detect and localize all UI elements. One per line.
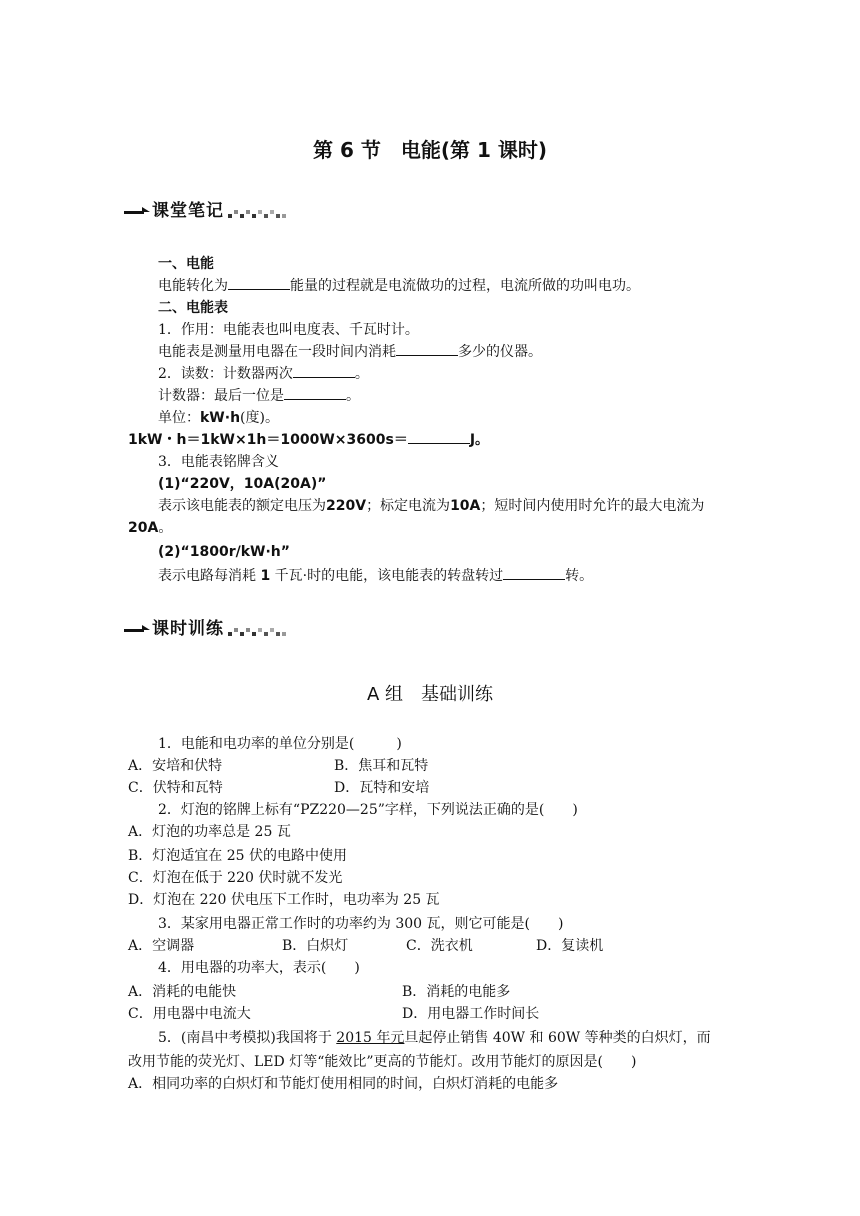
option[interactable]: B．灯泡适宜在 25 伏的电路中使用 — [128, 848, 348, 864]
question-2: 2．灯泡的铭牌上标有“PZ220—25”字样，下列说法正确的是( ) — [158, 802, 578, 818]
banner-label: 课堂笔记 — [152, 201, 224, 221]
option[interactable]: D．瓦特和安培 — [334, 780, 430, 796]
question-5-cont: 改用节能的荧光灯、LED 灯等“能效比”更高的节能灯。改用节能灯的原因是( ) — [128, 1054, 637, 1070]
note-line — [158, 408, 279, 428]
heading-meter: 二、电能表 — [158, 300, 228, 316]
note-line: (2)“1800r/kW·h” — [158, 544, 290, 560]
text: 转。 — [565, 568, 594, 584]
banner-label: 课时训练 — [152, 619, 224, 639]
text: (度)。 — [240, 410, 279, 426]
option[interactable]: A．灯泡的功率总是 25 瓦 — [128, 824, 291, 840]
note-line — [158, 342, 542, 362]
note-line — [158, 496, 704, 516]
text: 。 — [354, 366, 369, 382]
text: 1 — [260, 568, 271, 584]
option[interactable]: A．安培和伏特 — [128, 758, 223, 774]
fill-blank[interactable] — [293, 365, 355, 378]
fill-blank[interactable] — [503, 567, 565, 580]
option[interactable]: A．消耗的电能快 — [128, 984, 237, 1000]
text: kW·h — [200, 410, 241, 426]
text: 千瓦·时的电能，该电能表的转盘转过 — [274, 568, 504, 584]
fill-blank[interactable] — [408, 431, 470, 444]
option[interactable]: A．空调器 — [128, 938, 195, 954]
text: 电能表是测量用电器在一段时间内消耗 — [158, 344, 396, 360]
option[interactable]: C．用电器中电流大 — [128, 1006, 251, 1022]
text: 10A — [450, 498, 481, 514]
note-line — [158, 566, 593, 586]
text: 表示该电能表的额定电压为 — [158, 498, 326, 514]
note-line — [158, 386, 360, 406]
question-1: 1．电能和电功率的单位分别是( ) — [158, 736, 402, 752]
note-line — [158, 276, 640, 296]
option[interactable]: D．灯泡在 220 伏电压下工作时，电功率为 25 瓦 — [128, 892, 440, 908]
text: 2．读数：计数器两次 — [158, 366, 293, 382]
dots-decoration — [228, 624, 290, 638]
page-title: 第 6 节 电能(第 1 课时) — [313, 138, 547, 162]
text: 2015 年元 — [336, 1030, 405, 1046]
note-line — [128, 430, 489, 450]
text: J。 — [469, 432, 490, 448]
arrow-icon — [124, 622, 152, 632]
question-5 — [158, 1028, 711, 1048]
text: 。 — [346, 388, 360, 404]
option[interactable]: C．灯泡在低于 220 伏时就不发光 — [128, 870, 343, 886]
text: 多少的仪器。 — [458, 344, 542, 360]
fill-blank[interactable] — [284, 387, 346, 400]
option[interactable]: C．伏特和瓦特 — [128, 780, 223, 796]
text: 能量的过程就是电流做功的过程，电流所做的功叫电功。 — [290, 278, 640, 294]
note-line: 3．电能表铭牌含义 — [158, 454, 279, 470]
fill-blank[interactable] — [396, 343, 458, 356]
fill-blank[interactable] — [228, 277, 290, 290]
text: 20A — [128, 520, 159, 536]
text: 计数器：最后一位是 — [158, 388, 284, 404]
text: ；标定电流为 — [366, 498, 451, 514]
note-line — [158, 364, 369, 384]
text: ；短时间内使用时允许的最大电流为 — [480, 498, 705, 514]
option[interactable]: D．复读机 — [536, 938, 604, 954]
option[interactable]: C．洗衣机 — [406, 938, 473, 954]
note-line — [128, 518, 172, 538]
option[interactable]: B．焦耳和瓦特 — [334, 758, 429, 774]
text: 1kW・h＝1kW×1h＝1000W×3600s＝ — [128, 432, 408, 448]
group-title: A 组 基础训练 — [366, 684, 494, 705]
note-line: (1)“220V，10A(20A)” — [158, 476, 327, 492]
text: 5．(南昌中考模拟)我国将于 — [158, 1030, 332, 1046]
text: 220V — [326, 498, 367, 514]
section-banner-training — [124, 614, 294, 640]
question-4: 4．用电器的功率大，表示( ) — [158, 960, 360, 976]
heading-electric-energy: 一、电能 — [158, 256, 214, 272]
text: 电能转化为 — [158, 278, 228, 294]
section-banner-notes — [124, 196, 294, 222]
text: 旦起停止销售 40W 和 60W 等种类的白炽灯，而 — [404, 1030, 711, 1046]
note-line: 1．作用：电能表也叫电度表、千瓦时计。 — [158, 322, 419, 338]
option[interactable]: A．相同功率的白炽灯和节能灯使用相同的时间，白炽灯消耗的电能多 — [128, 1076, 559, 1092]
option[interactable]: B．白炽灯 — [282, 938, 349, 954]
dots-decoration — [228, 206, 290, 220]
arrow-icon — [124, 204, 152, 214]
text: 表示电路每消耗 — [158, 568, 256, 584]
option[interactable]: B．消耗的电能多 — [402, 984, 511, 1000]
text: 。 — [158, 520, 173, 536]
question-3: 3．某家用电器正常工作时的功率约为 300 瓦，则它可能是( ) — [158, 916, 564, 932]
text: 单位： — [158, 410, 200, 426]
option[interactable]: D．用电器工作时间长 — [402, 1006, 540, 1022]
